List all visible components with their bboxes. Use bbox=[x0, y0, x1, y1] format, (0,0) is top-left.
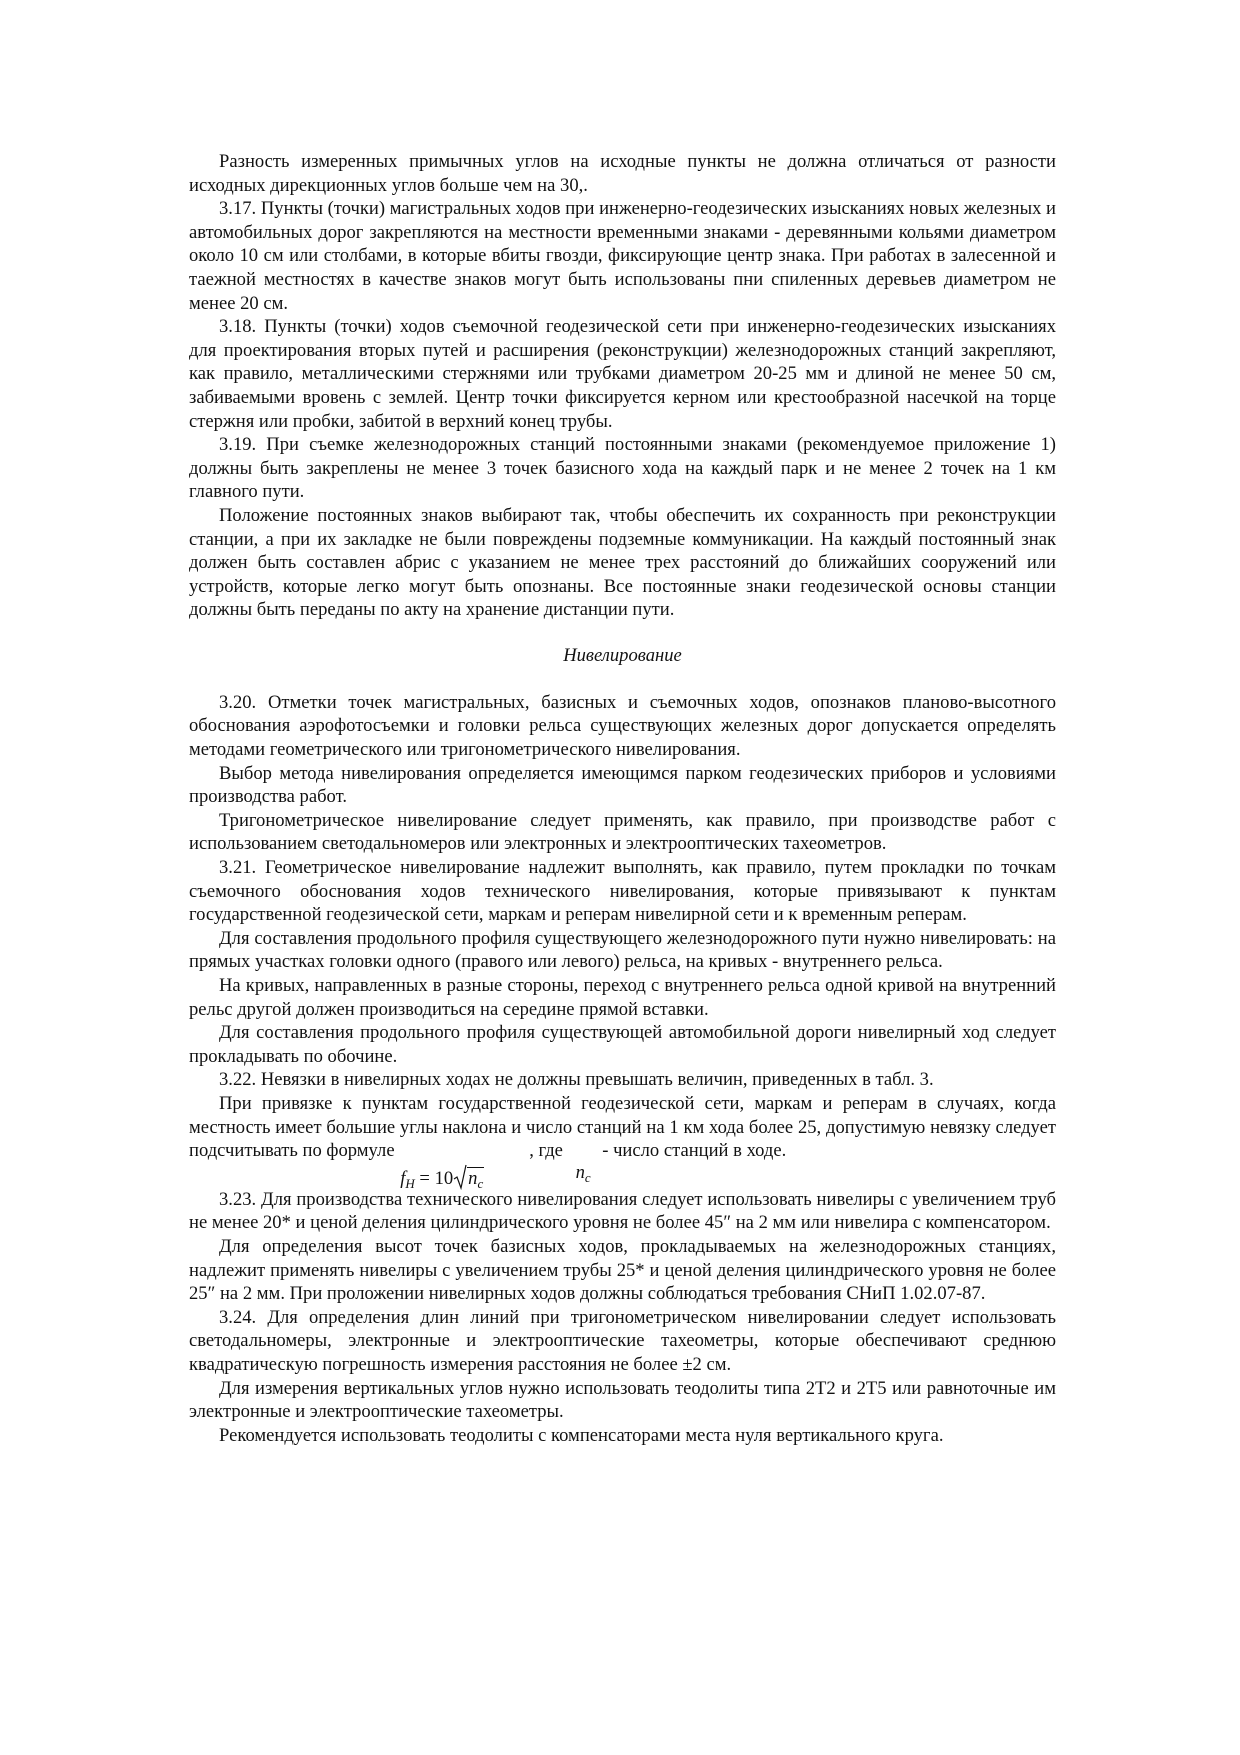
paragraph-3-22: 3.22. Невязки в нивелирных ходах не должны превышать величин, приведенных в табл. 3. bbox=[219, 1069, 934, 1091]
paragraph-3-20: 3.20. Отметки точек магистральных, базисных и съемочных ходов, опознаков планово-высотного обоснования аэрофотосъемки и головки рельса существующих железных дорог допускается определять методами геометрического или тригонометрического нивелирования. bbox=[189, 691, 1056, 761]
paragraph-3-18: 3.18. Пункты (точки) ходов съемочной геодезической сети при инженерно-геодезических изысканиях для проектирования вторых путей и расширения (реконструкции) железнодорожных станций закрепляют, как правило, металлическими стержнями или трубками диаметром 20-25 мм и длиной не менее 50 см, забиваемыми вровень с землей. Центр точки фиксируется керном или крестообразной насечкой на торце стержня или пробки, забитой в верхний конец трубы. bbox=[189, 316, 1056, 432]
formula-equals: = 10 bbox=[414, 1168, 454, 1190]
formula-text-middle: , где bbox=[529, 1140, 568, 1162]
paragraph-vertical-angles: Для измерения вертикальных углов нужно использовать теодолиты типа 2Т2 и 2Т5 или равноточные им электронные и электрооптические тахеометры. bbox=[189, 1377, 1056, 1423]
formula-text-before: При привязке к пунктам государственной геодезической сети, маркам и реперам в случаях, когда местность имеет большие углы наклона и число станций на 1 км хода более 25, допустимую невязку следует подсчитывать по формуле bbox=[189, 1092, 1056, 1162]
section-heading: Нивелирование bbox=[563, 644, 682, 666]
paragraph-formula bbox=[189, 1092, 1056, 1192]
square-root-icon bbox=[453, 1164, 467, 1190]
formula-n-subscript: c bbox=[477, 1176, 484, 1192]
stations-variable-n: n bbox=[575, 1162, 585, 1184]
formula-n: n bbox=[468, 1168, 478, 1190]
paragraph-profile-railway: Для составления продольного профиля существующего железнодорожного пути нужно нивелировать: на прямых участках головки одного (правого или левого) рельса, на кривых - внутреннего рельса. bbox=[189, 927, 1056, 973]
misclosure-formula bbox=[399, 1139, 529, 1192]
paragraph-method-choice: Выбор метода нивелирования определяется имеющимся парком геодезических приборов и условиями производства работ. bbox=[189, 762, 1056, 808]
stations-variable-subscript: c bbox=[584, 1170, 591, 1186]
formula-f: f bbox=[400, 1168, 406, 1190]
formula-radicand bbox=[467, 1167, 484, 1192]
formula-text-after: - число станций в ходе. bbox=[597, 1140, 787, 1162]
paragraph-3-24: 3.24. Для определения длин линий при тригонометрическом нивелировании следует использовать светодальномеры, электронные и электрооптические тахеометры, которые обеспечивают среднюю квадратическую погрешность измерения расстояния не более ±2 см. bbox=[189, 1306, 1056, 1375]
paragraph-permanent-marks: Положение постоянных знаков выбирают так, чтобы обеспечить их сохранность при реконструкции станции, а при их закладке не были повреждены подземные коммуникации. На каждый постоянный знак должен быть составлен абрис с указанием не менее трех расстояний до ближайших сооружений или устройств, которые легко могут быть опознаны. Все постоянные знаки геодезической основы станции должны быть переданы по акту на хранение дистанции пути. bbox=[189, 504, 1056, 621]
paragraph-3-17: 3.17. Пункты (точки) магистральных ходов при инженерно-геодезических изысканиях новых железных и автомобильных дорог закрепляются на местности временными знаками - деревянными кольями диаметром около 10 см или столбами, в которые вбиты гвозди, фиксирующие центр знака. При работах в залесенной и таежной местностях в качестве знаков могут быть использованы пни спиленных деревьев диаметром не менее 20 см. bbox=[189, 198, 1056, 314]
paragraph-curves: На кривых, направленных в разные стороны, переход с внутреннего рельса одной кривой на внутренний рельс другой должен производиться на середине прямой вставки. bbox=[189, 975, 1056, 1020]
paragraph-angle-difference: Разность измеренных примычных углов на исходные пункты не должна отличаться от разности исходных дирекционных углов больше чем на 30,. bbox=[189, 151, 1056, 196]
paragraph-base-traverse-levels: Для определения высот точек базисных ходов, прокладываемых на железнодорожных станциях, надлежит применять нивелиры с увеличением трубы 25* и ценой деления цилиндрического уровня не более 25″ на 2 мм. При проложении нивелирных ходов должны соблюдаться требования СНиП 1.02.07-87. bbox=[189, 1235, 1056, 1305]
paragraph-theodolite-recommendation: Рекомендуется использовать теодолиты с компенсаторами места нуля вертикального круга. bbox=[219, 1424, 944, 1446]
stations-variable bbox=[568, 1139, 598, 1186]
paragraph-3-21: 3.21. Геометрическое нивелирование надлежит выполнять, как правило, путем прокладки по точкам съемочного обоснования ходов технического нивелирования, которые привязывают к пунктам государственной геодезической сети, маркам и реперам нивелирной сети и к временным реперам. bbox=[189, 857, 1056, 926]
document-body bbox=[189, 150, 1056, 1447]
paragraph-3-19: 3.19. При съемке железнодорожных станций постоянными знаками (рекомендуемое приложение 1) должны быть закреплены не менее 3 точек базисного хода на каждый парк и не менее 2 точек на 1 км главного пути. bbox=[189, 434, 1056, 503]
paragraph-3-23: 3.23. Для производства технического нивелирования следует использовать нивелиры с увеличением труб не менее 20* и ценой деления цилиндрического уровня не более 45″ на 2 мм или нивелира с компенсатором. bbox=[189, 1188, 1056, 1234]
paragraph-profile-road: Для составления продольного профиля существующей автомобильной дороги нивелирный ход следует прокладывать по обочине. bbox=[189, 1022, 1056, 1067]
formula-f-subscript: H bbox=[405, 1176, 415, 1192]
paragraph-trigonometric: Тригонометрическое нивелирование следует применять, как правило, при производстве работ с использованием светодальномеров или электронных и электрооптических тахеометров. bbox=[189, 809, 1056, 855]
